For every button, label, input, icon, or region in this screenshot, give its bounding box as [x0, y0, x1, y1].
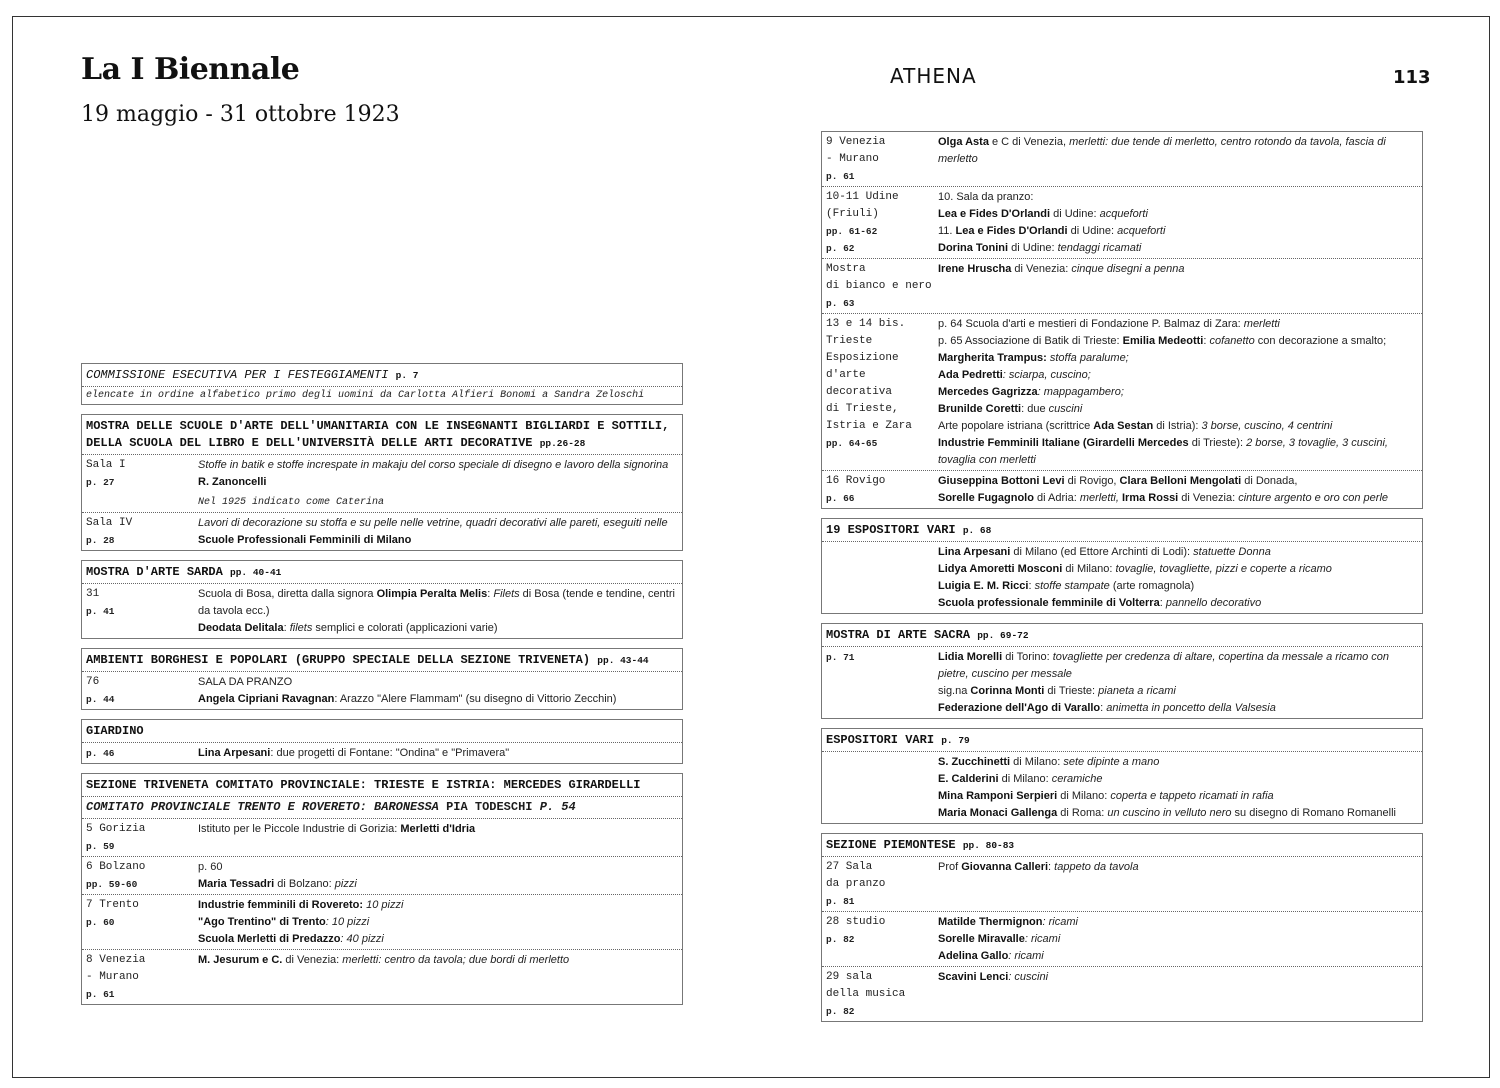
entry-row: 76 p. 44 SALA DA PRANZO Angela Cipriani Ravagnan: Arazzo "Alere Flammam" (su disegno di Vittorio Zecchin)	[86, 676, 617, 705]
section-heading: ESPOSITORI VARI p. 79	[822, 729, 1422, 752]
section-heading: SEZIONE PIEMONTESE pp. 80-83	[822, 834, 1422, 857]
entry-row: Sala IV p. 28 Lavori di decorazione su stoffa e su pelle nelle vetrine, quadri decorativi alle pareti, eseguiti nelle Scuole Professionali Femminili di Milano	[86, 517, 668, 546]
entry-row: 5 Gorizia p. 59 Istituto per le Piccole Industrie di Gorizia: Merletti d'Idria	[82, 819, 682, 857]
section-umanitaria	[81, 414, 683, 551]
section-arte-sacra	[821, 623, 1423, 719]
page-number: 113	[1393, 67, 1431, 88]
entry-row: Sala I p. 27 Stoffe in batik e stoffe increspate in makaju del corso speciale di disegno e lavoro della signorina R. Zanoncelli Nel 1925 indicato come Caterina	[82, 455, 682, 513]
entry-row: 31 p. 41 Scuola di Bosa, diretta dalla signora Olimpia Peralta Melis: Filets di Bosa (tende e tendine, centri da tavola ecc.) Deodata Delitala: filets semplici e colorati (applicazioni varie)	[86, 588, 675, 634]
section-note: elencate in ordine alfabetico primo degli uomini da Carlotta Alfieri Bonomi a Sandra Zeloschi	[86, 390, 645, 401]
right-column	[821, 131, 1423, 1031]
section-espositori-vari-79	[821, 728, 1423, 824]
entry-row: 27 Sala da pranzo p. 81 Prof Giovanna Calleri: tappeto da tavola	[822, 857, 1422, 912]
section-subheading: COMITATO PROVINCIALE TRENTO E ROVERETO: BARONESSA PIA TODESCHI P. 54	[82, 797, 682, 819]
section-heading: AMBIENTI BORGHESI E POPOLARI (GRUPPO SPECIALE DELLA SEZIONE TRIVENETA) pp. 43-44	[82, 649, 682, 672]
section-espositori-vari-19	[821, 518, 1423, 614]
section-commissione	[81, 363, 683, 405]
section-piemontese	[821, 833, 1423, 1022]
section-heading: 19 ESPOSITORI VARI p. 68	[822, 519, 1422, 542]
section-heading: GIARDINO	[82, 720, 682, 743]
entry-row: 13 e 14 bis. Trieste Esposizione d'arte decorativa di Trieste, Istria e Zara pp. 64-65 p. 64 Scuola d'arti e mestieri di Fondazione P. Balmaz di Zara: merletti p. 65 Associazione di Batik di Trieste: Emilia Medeotti: cofanetto con decorazione a smalto; Margherita Trampus: stoffa paralume; Ada Pedretti: sciarpa, cuscino; Mercedes Gagrizza: mappagambero; Brunilde Coretti: due cuscini Arte popolare istriana (scrittrice Ada Sestan di Istria): 3 borse, cuscino, 4 centrini Industrie Femminili Italiane (Girardelli Mercedes di Trieste): 2 borse, 3 tovaglie, 3 cuscini, tovaglia con merletti	[822, 314, 1422, 471]
entry-row: p. 46 Lina Arpesani: due progetti di Fontane: "Ondina" e "Primavera"	[86, 747, 510, 759]
page-subtitle: 19 maggio - 31 ottobre 1923	[81, 102, 400, 127]
section-triveneta	[81, 773, 683, 1005]
section-sarda	[81, 560, 683, 639]
section-heading: COMMISSIONE ESECUTIVA PER I FESTEGGIAMENTI p. 7	[82, 364, 682, 387]
entry-row: 16 Rovigo p. 66 Giuseppina Bottoni Levi di Rovigo, Clara Belloni Mengolati di Donada, Sorelle Fugagnolo di Adria: merletti, Irma Rossi di Venezia: cinture argento e oro con perle	[826, 475, 1389, 504]
entry-row: Mostra di bianco e nero p. 63 Irene Hruscha di Venezia: cinque disegni a penna	[822, 259, 1422, 314]
entry-row: 29 sala della musica p. 82 Scavini Lenci: cuscini	[826, 971, 1049, 1017]
section-heading: SEZIONE TRIVENETA COMITATO PROVINCIALE: TRIESTE E ISTRIA: MERCEDES GIRARDELLI	[82, 774, 682, 797]
entry-row: S. Zucchinetti di Milano: sete dipinte a mano E. Calderini di Milano: ceramiche Mina Ramponi Serpieri di Milano: coperta e tappeto ricamati in rafia Maria Monaci Gallenga di Roma: un cuscino in velluto nero su disegno di Romano Romanelli	[938, 756, 1396, 819]
entry-row: 10-11 Udine (Friuli) pp. 61-62 p. 62 10. Sala da pranzo: Lea e Fides D'Orlandi di Udine: acqueforti 11. Lea e Fides D'Orlandi di Udine: acqueforti Dorina Tonini di Udine: tendaggi ricamati	[822, 187, 1422, 259]
entry-row: 28 studio p. 82 Matilde Thermignon: ricami Sorelle Miravalle: ricami Adelina Gallo: ricami	[822, 912, 1422, 967]
section-heading: MOSTRA DI ARTE SACRA pp. 69-72	[822, 624, 1422, 647]
page-title: La I Biennale	[81, 52, 300, 87]
entry-row: 9 Venezia - Murano p. 61 Olga Asta e C di Venezia, merletti: due tende di merletto, centro rotondo da tavola, fascia di merletto	[822, 132, 1422, 187]
entry-row: p. 71 Lidia Morelli di Torino: tovagliette per credenza di altare, copertina da messale a ricamo con pietre, cuscino per messale sig.na Corinna Monti di Trieste: pianeta a ricami Federazione dell'Ago di Varallo: animetta in poncetto della Valsesia	[826, 651, 1390, 714]
section-heading: MOSTRA D'ARTE SARDA pp. 40-41	[82, 561, 682, 584]
entry-row: 7 Trento p. 60 Industrie femminili di Rovereto: 10 pizzi "Ago Trentino" di Trento: 10 pizzi Scuola Merletti di Predazzo: 40 pizzi	[82, 895, 682, 950]
section-ambienti	[81, 648, 683, 710]
entry-row: Lina Arpesani di Milano (ed Ettore Archinti di Lodi): statuette Donna Lidya Amoretti Mosconi di Milano: tovaglie, tovagliette, pizzi e coperte a ricamo Luigia E. M. Ricci: stoffe stampate (arte romagnola) Scuola professionale femminile di Volterra: pannello decorativo	[938, 546, 1332, 609]
entry-row: 6 Bolzano pp. 59-60 p. 60 Maria Tessadri di Bolzano: pizzi	[82, 857, 682, 895]
athena-logo: ATHENA	[890, 64, 977, 88]
left-column	[81, 363, 683, 1014]
section-giardino	[81, 719, 683, 764]
section-heading: MOSTRA DELLE SCUOLE D'ARTE DELL'UMANITARIA CON LE INSEGNANTI BIGLIARDI E SOTTILI, DELLA SCUOLA DEL LIBRO E DELL'UNIVERSITÀ DELLE ARTI DECORATIVE pp.26-28	[82, 415, 682, 455]
section-triveneta-continued	[821, 131, 1423, 509]
entry-row: 8 Venezia - Murano p. 61 M. Jesurum e C. di Venezia: merletti: centro da tavola; due bordi di merletto	[86, 954, 570, 1000]
